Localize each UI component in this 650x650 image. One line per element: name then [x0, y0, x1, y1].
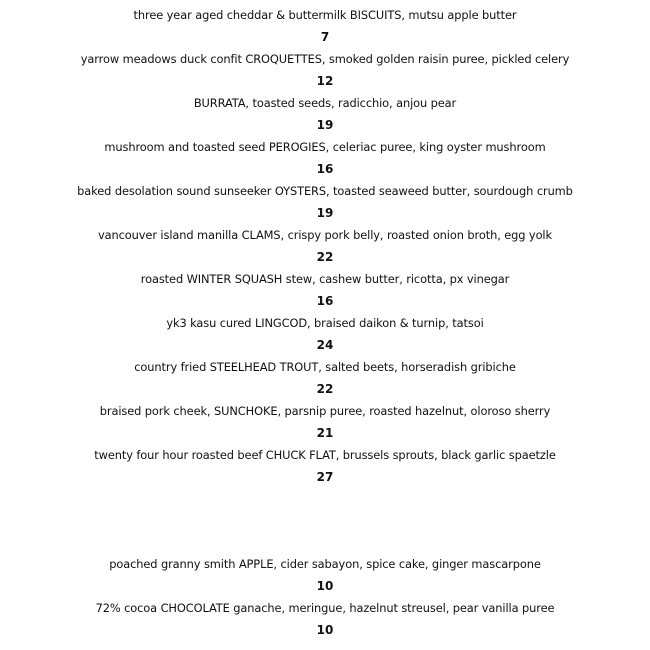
item-price: 16: [316, 162, 334, 176]
menu-item-clams: [0, 224, 650, 268]
mains-section: [0, 4, 650, 488]
menu-item-apple: [0, 553, 650, 597]
item-description: roasted WINTER SQUASH stew, cashew butter, ricotta, px vinegar: [140, 272, 510, 286]
item-price: 27: [316, 470, 334, 484]
menu-item-chocolate: [0, 597, 650, 641]
item-description: country fried STEELHEAD TROUT, salted beets, horseradish gribiche: [134, 360, 516, 374]
menu-item-steelhead-trout: [0, 356, 650, 400]
item-price: 10: [316, 623, 334, 637]
item-description: braised pork cheek, SUNCHOKE, parsnip puree, roasted hazelnut, oloroso sherry: [99, 404, 551, 418]
desserts-section: [0, 553, 650, 641]
item-price: 16: [316, 294, 334, 308]
item-price: 10: [316, 579, 334, 593]
item-description: yarrow meadows duck confit CROQUETTES, smoked golden raisin puree, pickled celery: [80, 52, 570, 66]
menu-item-burrata: [0, 92, 650, 136]
item-description: BURRATA, toasted seeds, radicchio, anjou pear: [193, 96, 457, 110]
item-price: 24: [316, 338, 334, 352]
item-price: 19: [316, 206, 334, 220]
item-description: 72% cocoa CHOCOLATE ganache, meringue, hazelnut streusel, pear vanilla puree: [95, 601, 555, 615]
item-description: mushroom and toasted seed PEROGIES, celeriac puree, king oyster mushroom: [104, 140, 546, 154]
menu-item-chuck-flat: [0, 444, 650, 488]
item-description: poached granny smith APPLE, cider sabayon, spice cake, ginger mascarpone: [109, 557, 541, 571]
item-price: 19: [316, 118, 334, 132]
menu-item-croquettes: [0, 48, 650, 92]
menu-item-biscuits: [0, 4, 650, 48]
item-description: baked desolation sound sunseeker OYSTERS, toasted seaweed butter, sourdough crumb: [77, 184, 573, 198]
menu-item-perogies: [0, 136, 650, 180]
item-description: three year aged cheddar & buttermilk BISCUITS, mutsu apple butter: [133, 8, 517, 22]
item-price: 22: [316, 382, 334, 396]
item-price: 22: [316, 250, 334, 264]
item-price: 12: [316, 74, 334, 88]
menu-item-sunchoke: [0, 400, 650, 444]
item-price: 7: [320, 30, 330, 44]
item-price: 21: [316, 426, 334, 440]
item-description: twenty four hour roasted beef CHUCK FLAT, brussels sprouts, black garlic spaetzle: [94, 448, 556, 462]
item-description: vancouver island manilla CLAMS, crispy pork belly, roasted onion broth, egg yolk: [97, 228, 552, 242]
menu-item-oysters: [0, 180, 650, 224]
item-description: yk3 kasu cured LINGCOD, braised daikon & turnip, tatsoi: [166, 316, 484, 330]
menu-item-lingcod: [0, 312, 650, 356]
menu-item-winter-squash: [0, 268, 650, 312]
